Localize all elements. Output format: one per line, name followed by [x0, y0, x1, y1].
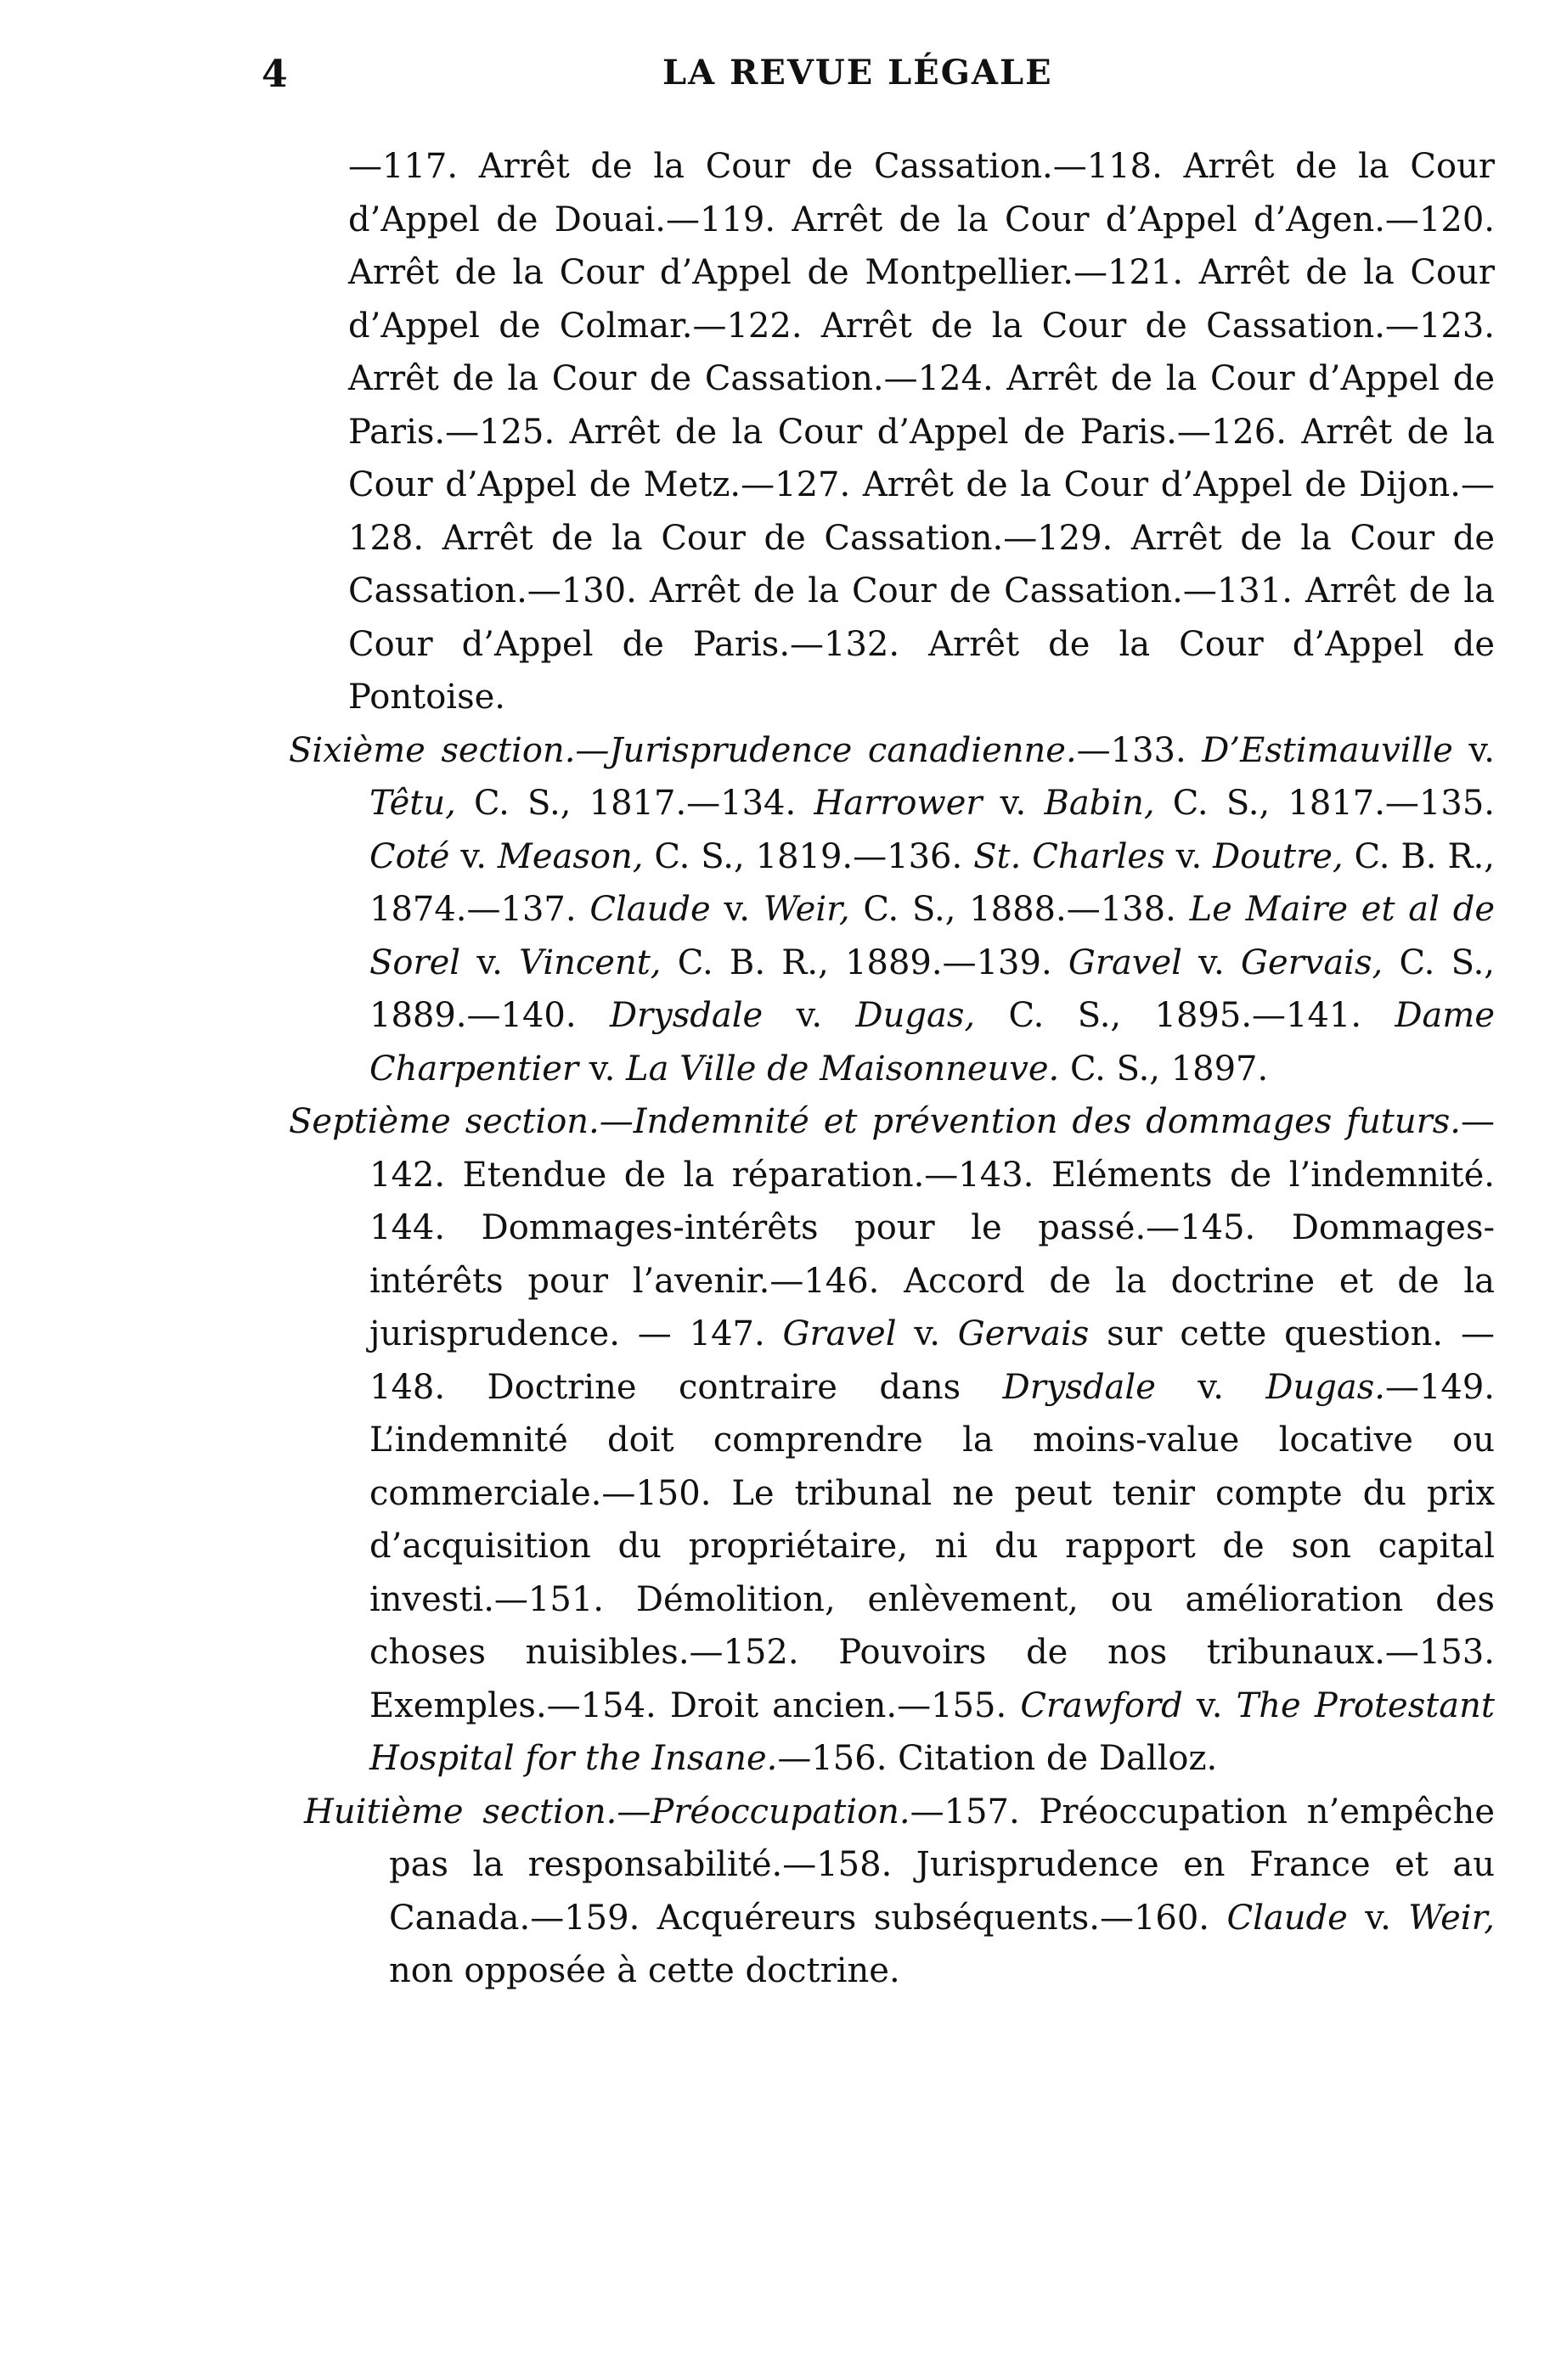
italic-text-run: Le Maire et al de Sorel	[369, 890, 1495, 982]
italic-text-run: Harrower	[814, 784, 983, 823]
text-run: v.	[763, 996, 856, 1035]
italic-text-run: Meason,	[497, 836, 644, 876]
italic-text-run: Gravel	[1068, 942, 1182, 982]
text-run: v.	[1164, 836, 1214, 876]
table-of-contents-text	[289, 140, 1495, 1998]
page-number: 4	[262, 53, 288, 96]
italic-text-run: Têtu,	[369, 784, 456, 823]
italic-text-run: D’Estimauville	[1202, 730, 1453, 770]
italic-text-run: Septième section.—Indemnité et prévention des dommages futurs.	[289, 1102, 1461, 1141]
text-run: v.	[1347, 1898, 1409, 1938]
text-run: v.	[1182, 1685, 1237, 1725]
section-eight	[304, 1786, 1495, 1998]
italic-text-run: Coté	[369, 836, 450, 876]
text-run: —149. L’indemnité doit comprendre la moins-value locative ou commerciale.—150. Le tribunal ne peut tenir compte du prix d’acquisition du propriétaire, ni du rapport de son capital investi.—151. Démolition, enlèvement, ou amélioration des choses nuisibles.—152. Pouvoirs de nos tribunaux.—153. Exemples.—154. Droit ancien.—155.	[369, 1367, 1496, 1725]
italic-text-run: Vincent,	[519, 942, 662, 982]
italic-text-run: Claude	[589, 890, 711, 929]
italic-text-run: Dugas.	[1265, 1367, 1385, 1407]
italic-text-run: Huitième section.—Préoccupation.	[304, 1792, 910, 1831]
text-run: v.	[449, 836, 498, 876]
text-run: C. S., 1819.—136.	[643, 836, 974, 876]
italic-text-run: Doutre,	[1213, 836, 1344, 876]
italic-text-run: Sixième section.—Jurisprudence canadienne.	[289, 730, 1077, 770]
text-run: —142. Etendue de la réparation.—143. Eléments de l’indemnité. 144. Dommages-intérêts pour le passé.—145. Dommages-intérêts pour l’avenir.—146. Accord de la doctrine et de la jurisprudence. — 147.	[369, 1102, 1495, 1353]
page-header	[0, 53, 1561, 121]
italic-text-run: Drysdale	[609, 996, 764, 1035]
text-run: non opposée à cette doctrine.	[389, 1951, 900, 1990]
italic-text-run: La Ville de Maisonneuve.	[626, 1049, 1060, 1089]
text-run: —156. Citation de Dalloz.	[777, 1739, 1218, 1778]
text-run: C. S., 1817.—134.	[455, 784, 814, 823]
text-run: v.	[710, 890, 764, 929]
text-run: v.	[460, 942, 520, 982]
text-run: v.	[982, 784, 1045, 823]
italic-text-run: Dugas,	[855, 996, 976, 1035]
italic-text-run: Gervais,	[1240, 942, 1383, 982]
text-run: C. S., 1897.	[1059, 1049, 1269, 1089]
text-run: sur cette question. — 148. Doctrine contraire dans	[369, 1314, 1495, 1407]
text-run: C. S., 1817.—135.	[1154, 784, 1495, 823]
italic-text-run: Weir,	[763, 890, 850, 929]
text-run: —133.	[1076, 730, 1203, 770]
italic-text-run: Drysdale	[1002, 1367, 1156, 1407]
text-run: v.	[1155, 1367, 1266, 1407]
section-five-continued	[289, 140, 1495, 724]
text-run: v.	[578, 1049, 627, 1089]
italic-text-run: Gravel	[782, 1314, 897, 1353]
italic-text-run: Claude	[1226, 1898, 1348, 1938]
text-run: C. S., 1888.—138.	[849, 890, 1190, 929]
text-run: C. S., 1895.—141.	[975, 996, 1395, 1035]
text-run: v.	[896, 1314, 958, 1353]
text-run: —157. Préoccupation n’empêche pas la responsabilité.—158. Jurisprudence en France et au Canada.—159. Acquéreurs subséquents.—160.	[389, 1792, 1495, 1938]
italic-text-run: St. Charles	[973, 836, 1165, 876]
text-run: v.	[1452, 730, 1495, 770]
italic-text-run: The Protestant Hospital for the Insane.	[369, 1685, 1495, 1778]
text-run: C. B. R., 1874.—137.	[369, 836, 1496, 929]
italic-text-run: Crawford	[1020, 1685, 1183, 1725]
running-title: LA REVUE LÉGALE	[662, 53, 1053, 93]
italic-text-run: Dame Charpentier	[369, 996, 1496, 1089]
text-run: v.	[1181, 942, 1241, 982]
section-seven	[289, 1095, 1495, 1786]
text-run: C. S., 1889.—140.	[369, 942, 1496, 1035]
text-run: C. B. R., 1889.—139.	[661, 942, 1068, 982]
italic-text-run: Gervais	[957, 1314, 1090, 1353]
section-six	[289, 724, 1495, 1096]
text-run: —117. Arrêt de la Cour de Cassation.—118. Arrêt de la Cour d’Appel de Douai.—119. Arrêt de la Cour d’Appel d’Agen.—120. Arrêt de la Cour d’Appel de Montpellier.—121. Arrêt de la Cour d’Appel de Colmar.—122. Arrêt de la Cour de Cassation.—123. Arrêt de la Cour de Cassation.—124. Arrêt de la Cour d’Appel de Paris.—125. Arrêt de la Cour d’Appel de Paris.—126. Arrêt de la Cour d’Appel de Metz.—127. Arrêt de la Cour d’Appel de Dijon.—128. Arrêt de la Cour de Cassation.—129. Arrêt de la Cour de Cassation.—130. Arrêt de la Cour de Cassation.—131. Arrêt de la Cour d’Appel de Paris.—132. Arrêt de la Cour d’Appel de Pontoise.	[348, 147, 1495, 717]
italic-text-run: Weir,	[1408, 1898, 1496, 1938]
italic-text-run: Babin,	[1044, 784, 1155, 823]
